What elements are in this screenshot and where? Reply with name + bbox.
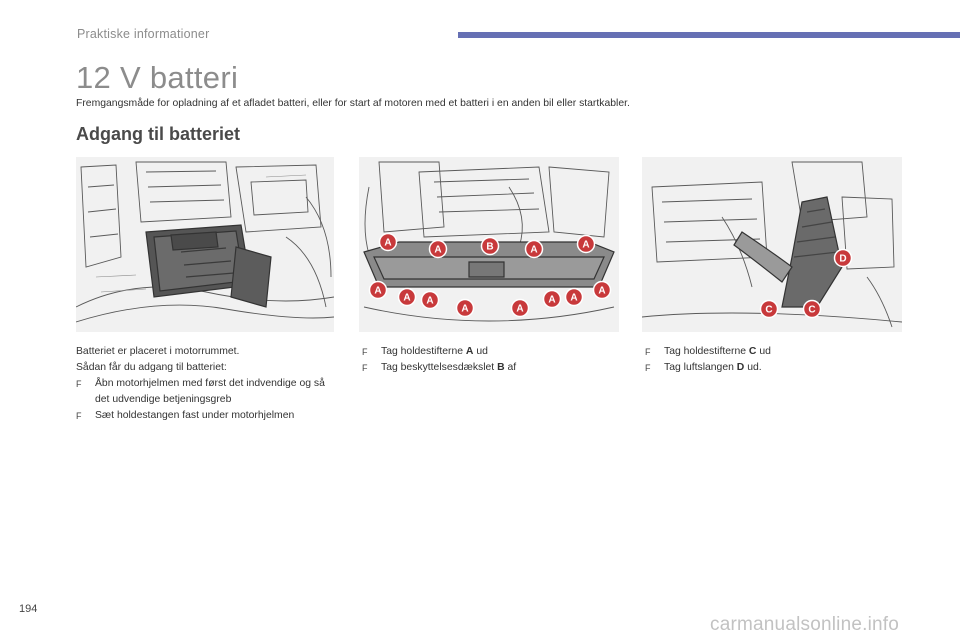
bullet-marker-icon: F (76, 411, 82, 421)
section-subheading: Adgang til batteriet (76, 124, 241, 144)
svg-text:A: A (548, 294, 556, 306)
svg-text:A: A (384, 237, 392, 249)
battery-location-text: Batteriet er placeret i motorrummet. (76, 346, 240, 357)
svg-text:B: B (486, 241, 494, 253)
svg-text:C: C (808, 304, 816, 316)
bullet-item (362, 360, 622, 376)
svg-text:A: A (516, 303, 524, 315)
callout-a-marker (430, 241, 447, 258)
callout-a-marker (512, 300, 529, 317)
callout-a-marker (544, 291, 561, 308)
svg-text:A: A (374, 285, 382, 297)
bullet-marker-icon: F (362, 363, 368, 373)
page-title: 12 V batteri (76, 60, 239, 95)
instructions-column-1 (76, 344, 338, 424)
section-label: Praktiske informationer (77, 27, 210, 41)
svg-text:A: A (403, 292, 411, 304)
callout-a-marker (422, 292, 439, 309)
bullet-text: Tag beskyttelsesdækslet B af (381, 362, 517, 373)
bullet-marker-icon: F (76, 379, 82, 389)
svg-text:A: A (598, 285, 606, 297)
svg-text:A: A (461, 303, 469, 315)
svg-text:C: C (765, 304, 773, 316)
svg-text:A: A (570, 292, 578, 304)
callout-a-marker (399, 289, 416, 306)
engine-bay-battery-illustration (76, 157, 334, 332)
callout-a-marker (594, 282, 611, 299)
callout-b-marker (482, 238, 499, 255)
page-number: 194 (19, 603, 38, 615)
bullet-item (645, 344, 905, 360)
callout-a-marker (370, 282, 387, 299)
bullet-text: Tag holdestifterne C ud (664, 346, 771, 357)
label-c: C (748, 346, 757, 357)
callout-a-marker (578, 236, 595, 253)
intro-text: Fremgangsmåde for opladning af et afladet batteri, eller for start af motoren med et batteri i en anden bil eller startkabler. (76, 98, 630, 109)
callout-c-marker (761, 301, 778, 318)
label-b: B (497, 362, 505, 373)
access-intro-text: Sådan får du adgang til batteriet: (76, 362, 227, 373)
label-a: A (465, 346, 474, 357)
instructions-column-3 (645, 344, 905, 376)
bullet-text: Tag luftslangen D ud. (664, 362, 762, 373)
bullet-text: Åbn motorhjelmen med først det indvendige og så det udvendige betjeningsgreb (95, 378, 325, 405)
bullet-item (76, 408, 338, 424)
bullet-text: Sæt holdestangen fast under motorhjelmen (95, 410, 295, 421)
svg-text:A: A (434, 244, 442, 256)
svg-text:A: A (582, 239, 590, 251)
engine-cover-fasteners-illustration (359, 157, 619, 332)
bullet-text: Tag holdestifterne A ud (381, 346, 488, 357)
callout-a-marker (566, 289, 583, 306)
bullet-item (362, 344, 622, 360)
instructions-column-2 (362, 344, 622, 376)
bullet-item (76, 376, 338, 408)
bullet-item (645, 360, 905, 376)
bullet-marker-icon: F (645, 347, 651, 357)
callout-a-marker (457, 300, 474, 317)
section-accent-bar (458, 32, 960, 38)
air-duct-illustration (642, 157, 902, 332)
callout-d-marker (835, 250, 852, 267)
callout-a-marker (526, 241, 543, 258)
watermark: carmanualsonline.info (710, 614, 900, 635)
svg-text:A: A (530, 244, 538, 256)
label-d: D (736, 362, 745, 373)
callout-a-marker (380, 234, 397, 251)
bullet-marker-icon: F (362, 347, 368, 357)
svg-text:A: A (426, 295, 434, 307)
bullet-marker-icon: F (645, 363, 651, 373)
callout-c-marker (804, 301, 821, 318)
svg-text:D: D (839, 253, 847, 265)
